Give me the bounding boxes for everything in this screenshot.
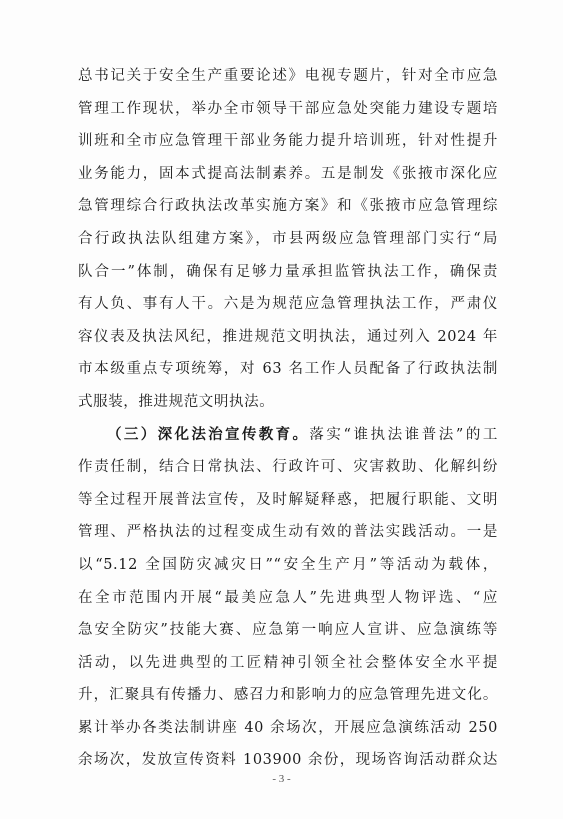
section-heading: （三）深化法治宣传教育。	[107, 426, 310, 443]
text-line: 急管理综合行政执法改革实施方案》和《张掖市应急管理综	[78, 198, 498, 215]
text-line: 式服装，推进规范文明执法。	[78, 393, 275, 410]
text-line: 容仪表及执法风纪，推进规范文明执法，通过列入 2024 年	[78, 328, 498, 345]
text-line: 活动，以先进典型的工匠精神引领全社会整体安全水平提	[78, 654, 498, 671]
text-line: 合行政执法队组建方案》，市县两级应急管理部门实行“局	[78, 230, 498, 247]
text-line: 训班和全市应急管理干部业务能力提升培训班，针对性提升	[78, 133, 498, 150]
section-first-line-text: 落实“谁执法谁普法”的工	[309, 426, 498, 443]
text-line: 急安全防灾”技能大赛、应急第一响应人宣讲、应急演练等	[78, 622, 498, 639]
text-line: 有人负、事有人干。六是为规范应急管理执法工作，严肃仪	[78, 296, 498, 313]
body-text	[78, 60, 498, 777]
text-line: 作责任制，结合日常执法、行政许可、灾害救助、化解纠纷	[78, 459, 498, 476]
section-first-line	[78, 419, 498, 452]
text-line: 等全过程开展普法宣传，及时解疑释惑，把履行职能、文明	[78, 491, 498, 508]
text-line: 总书记关于安全生产重要论述》电视专题片，针对全市应急	[78, 68, 498, 84]
text-line: 市本级重点专项统筹，对 63 名工作人员配备了行政执法制	[78, 361, 498, 378]
text-line: 管理、严格执法的过程变成生动有效的普法实践活动。一是	[78, 524, 498, 541]
text-line: 累计举办各类法制讲座 40 余场次，开展应急演练活动 250	[78, 719, 498, 736]
text-line: 在全市范围内开展“最美应急人”先进典型人物评选、“应	[78, 589, 498, 606]
text-line: 余场次，发放宣传资料 103900 余份，现场咨询活动群众达	[78, 752, 498, 769]
text-line: 业务能力，固本式提高法制素养。五是制发《张掖市深化应	[78, 165, 498, 182]
page-number: - 3 -	[272, 773, 291, 785]
text-line: 升，汇聚具有传播力、感召力和影响力的应急管理先进文化。	[78, 687, 498, 704]
text-line: 管理工作现状，举办全市领导干部应急处突能力建设专题培	[78, 100, 498, 117]
text-line: 以“5.12 全国防灾减灾日”“安全生产月”等活动为载体，	[78, 556, 498, 573]
text-line: 队合一”体制，确保有足够力量承担监管执法工作，确保责	[78, 263, 498, 280]
